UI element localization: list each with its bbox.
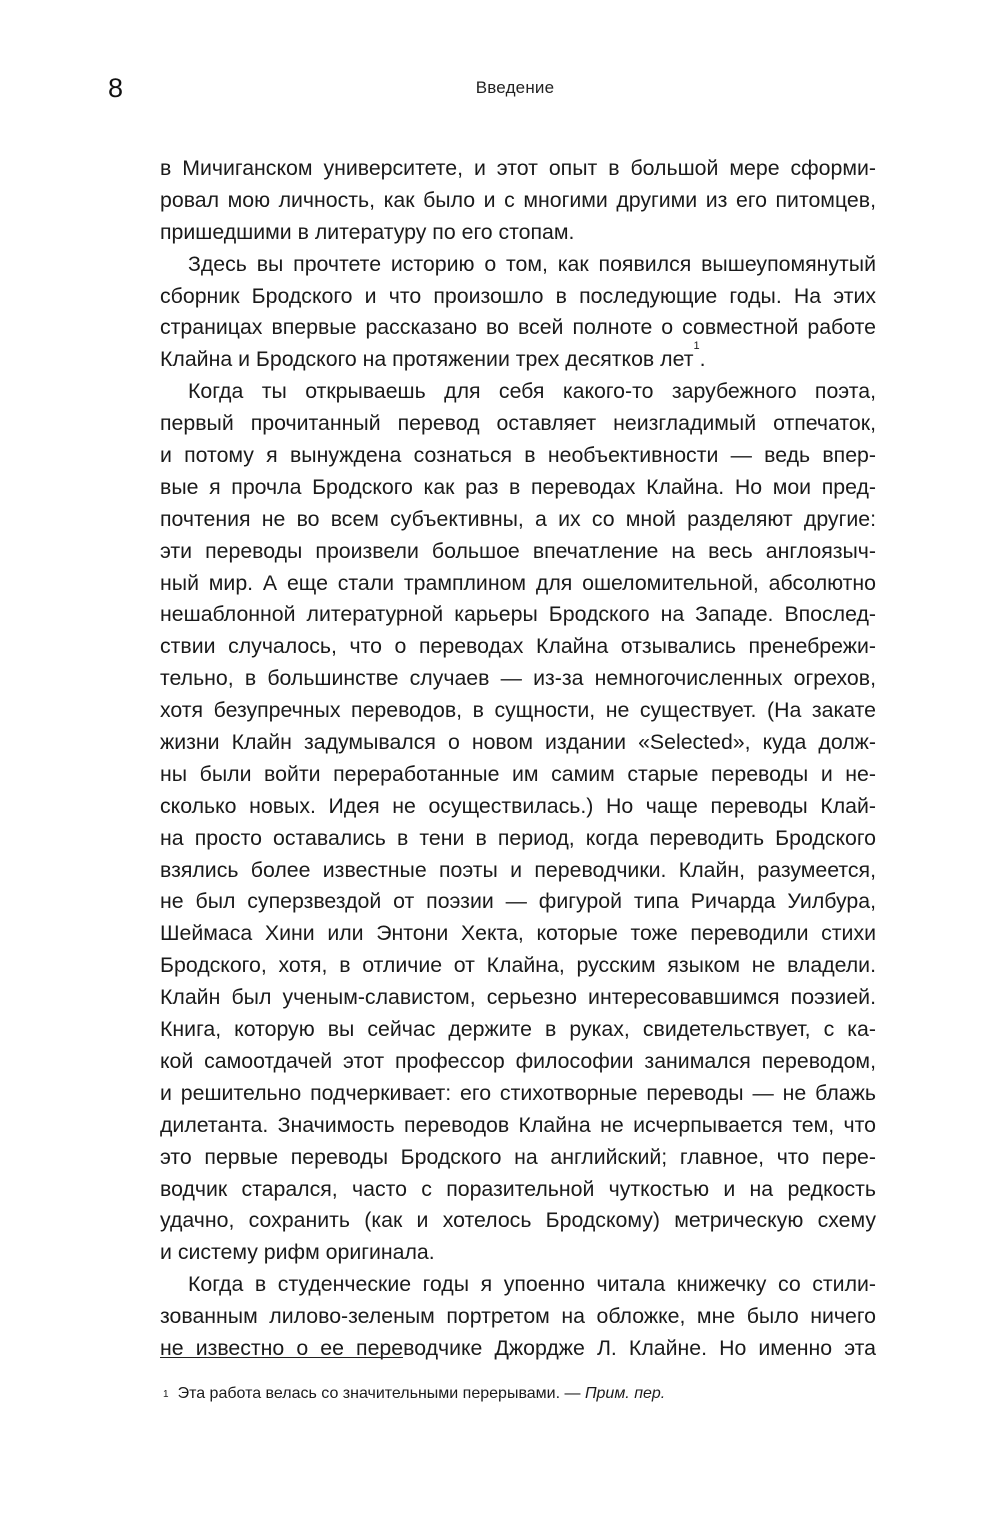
text-line	[160, 1046, 876, 1078]
text-line	[160, 1237, 876, 1269]
footnote-text: Эта работа велась со значительными перерывами. —	[177, 1385, 585, 1402]
text-line	[160, 312, 876, 344]
line-text: сколько новых. Идея не осуществилась.) Но чаще переводы Клай-	[160, 793, 876, 818]
text-line	[160, 1205, 876, 1237]
line-text: ровал мою личность, как было и с многими другими из его питомцев,	[160, 187, 876, 212]
line-text: дилетанта. Значимость переводов Клайна не исчерпывается тем, что	[160, 1112, 876, 1137]
line-text: и систему рифм оригинала.	[160, 1240, 435, 1265]
text-line	[160, 727, 876, 759]
text-line	[160, 568, 876, 600]
text-line	[160, 281, 876, 313]
text-line	[160, 1174, 876, 1206]
line-text: ный мир. А еще стали трамплином для ошеломительной, абсолютно	[160, 570, 876, 595]
footnote	[160, 1382, 876, 1406]
line-text: хотя безупречных переводов, в сущности, не существует. (На закате	[160, 698, 876, 723]
text-line	[160, 1014, 876, 1046]
line-text: Клайна и Бродского на протяжении трех десятков лет	[160, 347, 694, 372]
text-line	[160, 1078, 876, 1110]
text-line	[160, 1142, 876, 1174]
line-text: страницах впервые рассказано во всей полноте о совместной работе	[160, 315, 876, 340]
line-text: Когда в студенческие годы я упоенно читала книжечку со стили-	[188, 1272, 876, 1297]
line-text: удачно, сохранить (как и хотелось Бродскому) метрическую схему	[160, 1208, 876, 1233]
line-text: почтения не во всем субъективны, а их со мной разделяют другие:	[160, 506, 876, 531]
footnote-translator-note: Прим. пер.	[584, 1385, 666, 1402]
line-text: Бродского, хотя, в отличие от Клайна, русским языком не владели.	[160, 953, 876, 978]
line-text: не известно о ее переводчике Джордже Л. Клайне. Но именно эта	[160, 1335, 876, 1360]
line-text: жизни Клайн задумывался о новом издании «Selected», куда долж-	[160, 730, 876, 755]
text-line	[160, 823, 876, 855]
line-text: тельно, в большинстве случаев — из-за немногочисленных огрехов,	[160, 666, 876, 691]
line-text: это первые переводы Бродского на английский; главное, что пере-	[160, 1144, 876, 1169]
text-line	[160, 408, 876, 440]
text-line	[160, 249, 876, 281]
text-line	[160, 663, 876, 695]
text-line	[160, 1110, 876, 1142]
text-line	[160, 982, 876, 1014]
text-line	[160, 1269, 876, 1301]
line-text: зованным лилово-зеленым портретом на обложке, мне было ничего	[160, 1304, 876, 1329]
line-text: эти переводы произвели большое впечатление на весь англоязыч-	[160, 538, 876, 563]
text-line	[160, 791, 876, 823]
line-text: в Мичиганском университете, и этот опыт в большой мере сформи-	[160, 156, 876, 180]
footnote-number: 1	[163, 1389, 169, 1400]
line-text: пришедшими в литературу по его стопам.	[160, 219, 575, 244]
text-line	[160, 950, 876, 982]
text-line	[160, 631, 876, 663]
text-line	[160, 695, 876, 727]
text-line	[160, 340, 876, 376]
text-line	[160, 472, 876, 504]
text-line	[160, 759, 876, 791]
line-text: ны были войти переработанные им самим старые переводы и не-	[160, 761, 876, 786]
line-text-after: .	[699, 347, 706, 372]
text-line	[160, 440, 876, 472]
footnote-reference[interactable]: 1	[693, 340, 700, 353]
text-line	[160, 153, 876, 185]
text-line	[160, 599, 876, 631]
page-number: 8	[108, 73, 124, 103]
line-text: и решительно подчеркивает: его стихотворные переводы — не блажь	[160, 1080, 876, 1105]
text-line	[160, 217, 876, 249]
body-text	[160, 153, 876, 1365]
footnote-divider	[160, 1357, 403, 1358]
line-text: Книга, которую вы сейчас держите в руках, свидетельствует, с ка-	[160, 1017, 876, 1042]
line-text: кой самоотдачей этот профессор философии занимался переводом,	[160, 1048, 876, 1073]
text-line	[160, 536, 876, 568]
line-text: сборник Бродского и что произошло в последующие годы. На этих	[160, 283, 876, 308]
text-line	[160, 918, 876, 950]
line-text: вые я прочла Бродского как раз в переводах Клайна. Но мои пред-	[160, 474, 876, 499]
line-text: первый прочитанный перевод оставляет неизгладимый отпечаток,	[160, 411, 876, 436]
text-line	[160, 855, 876, 887]
line-text: водчик старался, часто с поразительной чуткостью и на редкость	[160, 1176, 876, 1201]
line-text: ствии случалось, что о переводах Клайна отзывались пренебрежи-	[160, 634, 876, 659]
text-line	[160, 1333, 876, 1365]
line-text: нешаблонной литературной карьеры Бродского на Западе. Впослед-	[160, 602, 876, 627]
line-text: взялись более известные поэты и переводчики. Клайн, разумеется,	[160, 857, 876, 882]
line-text: на просто оставались в тени в период, когда переводить Бродского	[160, 825, 876, 850]
line-text: Когда ты открываешь для себя какого-то зарубежного поэта,	[188, 379, 876, 404]
text-line	[160, 504, 876, 536]
line-text: Шеймаса Хини или Энтони Хекта, которые тоже переводили стихи	[160, 921, 876, 946]
text-line	[160, 886, 876, 918]
line-text: и потому я вынуждена сознаться в необъективности — ведь впер-	[160, 443, 876, 468]
text-line	[160, 185, 876, 217]
text-line	[160, 376, 876, 408]
text-line	[160, 1301, 876, 1333]
running-title: Введение	[475, 78, 555, 97]
line-text: Здесь вы прочтете историю о том, как появился вышеупомянутый	[188, 251, 876, 276]
line-text: не был суперзвездой от поэзии — фигурой типа Ричарда Уилбура,	[160, 889, 876, 914]
line-text: Клайн был ученым-славистом, серьезно интересовавшимся поэзией.	[160, 985, 876, 1010]
